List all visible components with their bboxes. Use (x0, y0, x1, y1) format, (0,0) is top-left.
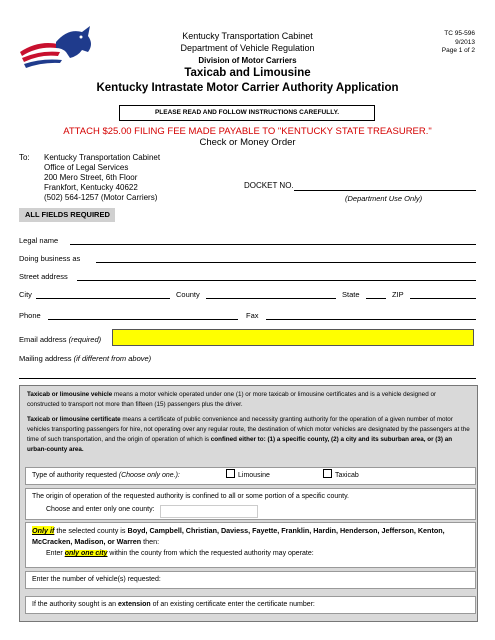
taxicab-checkbox[interactable] (323, 469, 332, 478)
zip-label: ZIP (392, 290, 404, 299)
agency-name: Kentucky Transportation Cabinet (182, 31, 313, 41)
page-number: Page 1 of 2 (441, 47, 475, 54)
city-label: City (19, 290, 32, 299)
county-field[interactable] (206, 298, 336, 299)
docket-label: DOCKET NO. (244, 181, 294, 190)
only-if-row (25, 522, 476, 568)
form-number-block (442, 30, 475, 56)
dept-use-note: (Department Use Only) (345, 194, 423, 203)
phone-label: Phone (19, 311, 41, 320)
street-field[interactable] (77, 280, 476, 281)
enter-text: Enter (46, 550, 65, 557)
only-if-text1: the selected county is (54, 526, 128, 535)
street-label: Street address (19, 272, 68, 281)
address-line: (502) 564-1257 (Motor Carriers) (44, 193, 158, 202)
authority-type-row (25, 467, 476, 485)
limousine-checkbox[interactable] (226, 469, 235, 478)
form-date: 9/2013 (455, 38, 475, 46)
city-field[interactable] (36, 298, 170, 299)
vehicle-text: means a motor vehicle operated under one (1) or more taxicab or limousine certificates and is a vehicle designed or constructed to transport not more than fifteen (15) passengers plus the driver. (27, 391, 437, 408)
state-label: State (342, 290, 360, 299)
county-choice-field[interactable] (160, 505, 258, 518)
extension-bold: extension (118, 601, 151, 608)
taxicab-option[interactable] (323, 468, 359, 484)
certificate-text: means a certificate of public convenience and necessity granting authority for the operation of a given number of motor vehicles transporting passengers for hire, not operating over any regular route, the destination of which motor vehicles are designated by the passengers at the time of such transportation, and the origin of operation of which is (27, 416, 470, 443)
address-line: 200 Mero Street, 6th Floor (44, 173, 138, 182)
email-field[interactable] (112, 329, 474, 346)
extension-text2: of an existing certificate enter the certificate number: (150, 601, 315, 608)
email-required-note: (required) (68, 335, 102, 344)
mailing-note: (if different from above) (73, 354, 152, 363)
division-name: Division of Motor Carriers (198, 56, 297, 65)
payment-note: Check or Money Order (199, 137, 296, 148)
vehicles-field[interactable] (180, 574, 290, 584)
only-if-lead: Only if (32, 526, 55, 535)
vehicle-term: Taxicab or limousine vehicle (27, 391, 113, 398)
dba-label: Doing business as (19, 254, 81, 263)
to-address (44, 153, 160, 203)
county-choice-label: Choose and enter only one county: (46, 506, 155, 513)
vehicles-label: Enter the number of vehicle(s) requested: (32, 576, 161, 583)
enter-rest-text: within the county from which the requested authority may operate: (107, 550, 314, 557)
limousine-label: Limousine (238, 472, 270, 479)
only-if-text (32, 526, 475, 547)
taxicab-label: Taxicab (335, 472, 359, 479)
city-choice-row (32, 549, 475, 559)
docket-field[interactable] (294, 190, 476, 191)
zip-field[interactable] (410, 298, 476, 299)
only-if-counties: Boyd, Campbell, Christian, Daviess, Fayette, Franklin, Hardin, Henderson, Jefferson, Kenton, McCracken, Madison, or Warren (32, 526, 445, 546)
origin-text: The origin of operation of the requested authority is confined to all or some portion of a specific county. (32, 493, 349, 500)
one-city-emphasis: only one city (64, 550, 108, 557)
only-if-text2: then: (141, 536, 160, 546)
legal-name-label: Legal name (19, 236, 59, 245)
fax-label: Fax (246, 311, 259, 320)
form-subtitle: Kentucky Intrastate Motor Carrier Authority Application (96, 82, 399, 94)
vehicle-definition (27, 390, 470, 410)
state-field[interactable] (366, 298, 386, 299)
fields-required-banner: ALL FIELDS REQUIRED (19, 208, 115, 222)
email-label (19, 335, 101, 344)
form-number: TC 95-596 (444, 30, 475, 37)
fax-field[interactable] (266, 319, 476, 320)
mailing-label-text: Mailing address (19, 354, 72, 363)
instructions-banner: PLEASE READ AND FOLLOW INSTRUCTIONS CAREFULLY. (119, 105, 375, 121)
dba-field[interactable] (96, 262, 476, 263)
extension-text1: If the authority sought is an (32, 601, 118, 608)
phone-field[interactable] (48, 319, 238, 320)
fee-notice: ATTACH $25.00 FILING FEE MADE PAYABLE TO "KENTUCKY STATE TREASURER." (63, 126, 432, 137)
authority-type-note: (Choose only one.): (118, 472, 180, 479)
extension-row (25, 596, 476, 614)
limousine-option[interactable] (226, 468, 270, 484)
authority-type-label: Type of authority requested (32, 472, 119, 479)
department-name: Department of Vehicle Regulation (180, 43, 315, 53)
to-label: To: (19, 153, 30, 162)
address-line: Office of Legal Services (44, 163, 129, 172)
address-line: Frankfort, Kentucky 40622 (44, 183, 138, 192)
certificate-definition (27, 415, 470, 455)
certificate-term: Taxicab or limousine certificate (27, 416, 121, 423)
legal-name-field[interactable] (70, 244, 476, 245)
form-title: Taxicab and Limousine (184, 67, 311, 79)
address-line: Kentucky Transportation Cabinet (44, 153, 161, 162)
certificate-confined: confined either to: (1) a specific county, (2) a city and its suburban area, or (3) an urban-county area. (27, 436, 453, 453)
mailing-field[interactable] (19, 378, 476, 379)
email-label-text: Email address (19, 335, 67, 344)
county-label: County (176, 290, 200, 299)
mailing-label (19, 354, 151, 363)
